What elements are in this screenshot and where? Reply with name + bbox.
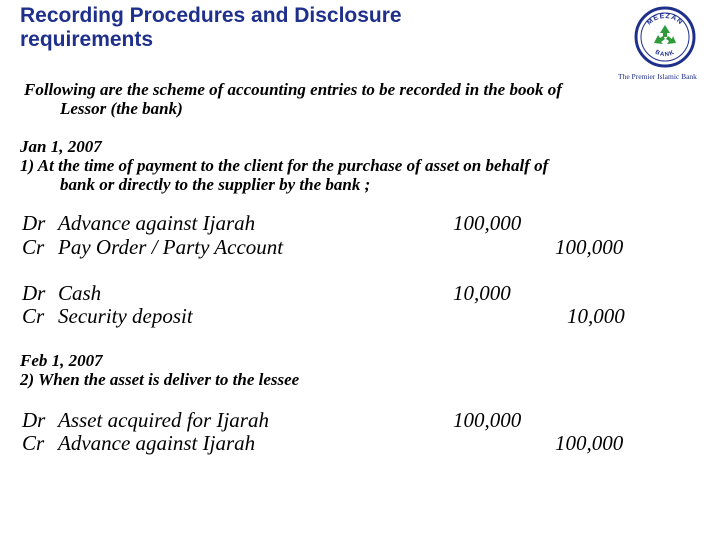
section1-desc-line-1: 1) At the time of payment to the client for the purchase of asset on behalf of — [20, 156, 549, 175]
debit-account: Advance against Ijarah — [58, 211, 256, 235]
entry1-credit — [22, 236, 283, 259]
section1-desc-line-2: bank or directly to the supplier by the bank ; — [60, 175, 371, 194]
entry3-credit — [22, 432, 255, 455]
credit-label: Cr — [22, 235, 45, 259]
credit-account: Security deposit — [58, 304, 193, 328]
entry2-credit-amount: 10,000 — [567, 304, 625, 328]
debit-account: Cash — [58, 281, 102, 305]
title-line-1: Recording Procedures and Disclosure — [20, 4, 402, 27]
debit-account: Asset acquired for Ijarah — [58, 408, 269, 432]
slide-title — [20, 4, 402, 52]
intro-line-2: Lessor (the bank) — [60, 99, 183, 118]
entry1-debit — [22, 212, 255, 235]
entry3-credit-amount: 100,000 — [555, 431, 624, 455]
section2-date: Feb 1, 2007 — [20, 351, 103, 370]
intro-line-1: Following are the scheme of accounting entries to be recorded in the book of — [24, 80, 562, 99]
entry2-credit — [22, 305, 193, 328]
credit-account: Advance against Ijarah — [58, 431, 256, 455]
intro-text — [24, 80, 664, 118]
logo-text-bottom: BANK — [653, 49, 677, 59]
debit-label: Dr — [22, 211, 46, 235]
credit-label: Cr — [22, 431, 45, 455]
entry2-debit-amount: 10,000 — [453, 281, 511, 305]
section1-date: Jan 1, 2007 — [20, 137, 102, 156]
section2-description: 2) When the asset is deliver to the lessee — [20, 370, 300, 389]
entry3-debit-amount: 100,000 — [453, 408, 522, 432]
entry2-debit — [22, 282, 101, 305]
title-line-2: requirements — [20, 28, 154, 51]
debit-label: Dr — [22, 408, 46, 432]
entry3-debit — [22, 409, 269, 432]
logo-tagline: The Premier Islamic Bank — [618, 72, 697, 81]
entry1-credit-amount: 100,000 — [555, 235, 624, 259]
debit-label: Dr — [22, 281, 46, 305]
section1-description — [20, 156, 670, 194]
meezan-bank-logo — [634, 6, 696, 68]
credit-label: Cr — [22, 304, 45, 328]
entry1-debit-amount: 100,000 — [453, 211, 522, 235]
logo-text-top: MEEZAN — [645, 12, 685, 27]
credit-account: Pay Order / Party Account — [58, 235, 284, 259]
